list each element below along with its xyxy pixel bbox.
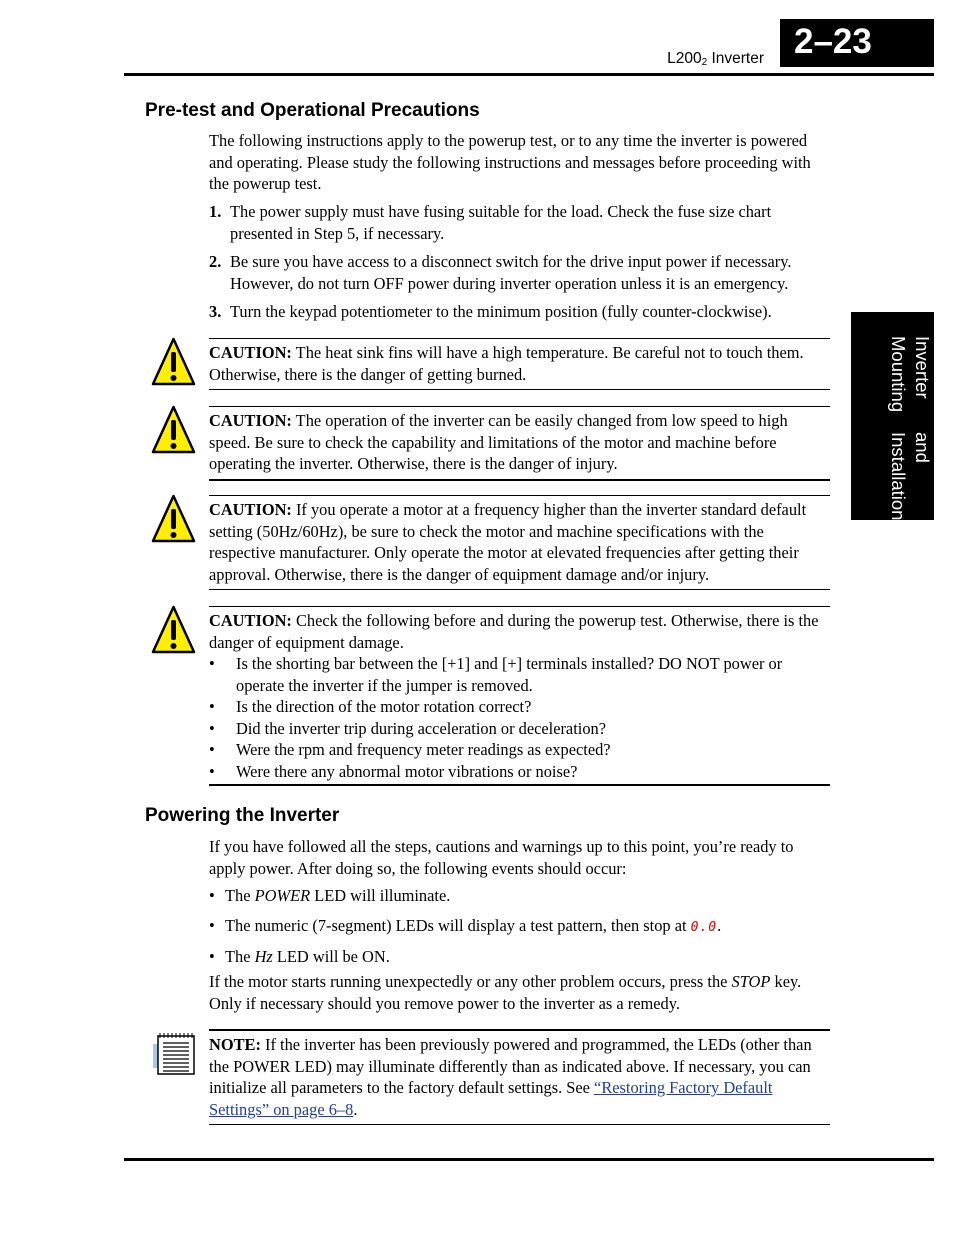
section2-intro: If you have followed all the steps, cautions and warnings up to this point, you’re ready to apply power. After doing so, the following events should occur: <box>209 837 794 878</box>
list-item <box>209 301 829 323</box>
step-number: 2. <box>209 252 222 271</box>
product-suffix: Inverter <box>707 50 764 67</box>
section-title-precautions: Pre-test and Operational Precautions <box>145 100 480 121</box>
step-number: 1. <box>209 202 222 221</box>
note-text: If the inverter has been previously powered and programmed, the LEDs (other than the POWER LED) may illuminate differently than as indicated above. If necessary, you can initialize all parameters to the factory default settings. See <box>209 1035 812 1097</box>
checklist-text: Did the inverter trip during acceleration or deceleration? <box>236 718 606 738</box>
product-main: L200 <box>667 50 702 67</box>
caution-label: CAUTION: <box>209 500 292 519</box>
step-number: 3. <box>209 302 222 321</box>
caution-label: CAUTION: <box>209 343 292 362</box>
list-item: • The POWER LED will illuminate. <box>209 886 451 905</box>
list-item: • Were the rpm and frequency meter readings as expected? <box>209 740 611 759</box>
warning-icon <box>151 494 196 543</box>
list-item: • The Hz LED will be ON. <box>209 947 390 966</box>
hz-led-name: Hz <box>254 947 273 966</box>
list-item <box>209 251 829 294</box>
side-tab-line2: and Installation <box>888 431 933 521</box>
stop-key-name: STOP <box>731 972 771 991</box>
caution-text: The heat sink fins will have a high temperature. Be careful not to touch them. Otherwise, there is the danger of getting burned. <box>209 343 804 384</box>
section-title-powering: Powering the Inverter <box>145 805 340 826</box>
caution-box <box>209 338 830 390</box>
section1-intro: The following instructions apply to the powerup test, or to any time the inverter is powered and operating. Please study the following instructions and messages before proceeding with the powerup test. <box>209 131 811 193</box>
seven-segment-display: 0.0 <box>690 919 718 935</box>
notepad-icon <box>151 1030 197 1076</box>
caution-box <box>209 495 830 590</box>
list-item <box>209 201 829 244</box>
caution-text: The operation of the inverter can be easily changed from low speed to high speed. Be sure to check the capability and limitations of the motor and machine before operating the inverter. Otherwise, there is the danger of injury. <box>209 411 788 473</box>
caution-box <box>209 406 830 481</box>
power-led-name: POWER <box>254 886 311 905</box>
section2-paragraph: If the motor starts running unexpectedly or any other problem occurs, press the STOP key. Only if necessary should you remove power to the inverter as a remedy. <box>209 972 802 1013</box>
page-number-box <box>780 19 934 67</box>
side-tab-text <box>851 312 934 520</box>
warning-icon <box>151 337 196 386</box>
side-tab-line1: Inverter Mounting <box>888 336 933 413</box>
list-item: • The numeric (7-segment) LEDs will display a test pattern, then stop at 0.0. <box>209 915 722 935</box>
list-item: • Did the inverter trip during acceleration or deceleration? <box>209 718 606 738</box>
checklist-text: Is the shorting bar between the [+1] and [+] terminals installed? DO NOT power or operate the inverter if the jumper is removed. <box>236 654 783 695</box>
checklist-text: Is the direction of the motor rotation correct? <box>236 697 532 716</box>
header-rule <box>124 73 934 76</box>
numbered-steps <box>209 201 829 330</box>
note-label: NOTE: <box>209 1035 261 1054</box>
warning-icon <box>151 405 196 454</box>
caution-text: Check the following before and during the powerup test. Otherwise, there is the danger of equipment damage. <box>209 611 819 652</box>
checklist-text: Were there any abnormal motor vibrations or noise? <box>236 761 578 781</box>
side-tab <box>851 312 934 520</box>
product-sub: 2 <box>701 57 708 68</box>
restoring-defaults-link[interactable]: “Restoring Factory Default Settings” on page 6–8 <box>209 1078 773 1119</box>
list-item: • Is the shorting bar between the [+1] and [+] terminals installed? DO NOT power or operate the inverter if the jumper is removed. <box>209 654 783 695</box>
list-item: • Were there any abnormal motor vibrations or noise? <box>209 761 578 781</box>
checklist-text: Were the rpm and frequency meter readings as expected? <box>236 740 611 759</box>
list-item: • Is the direction of the motor rotation correct? <box>209 697 532 716</box>
caution-text: If you operate a motor at a frequency higher than the inverter standard default setting (50Hz/60Hz), be sure to check the motor and machine specifications with the respective manufacturer. Only operate the motor at elevated frequencies after getting their approval. Otherwise, there is the danger of equipment damage and/or injury. <box>209 500 807 584</box>
caution-checklist <box>209 653 804 782</box>
step-text: Be sure you have access to a disconnect switch for the drive input power if necessary. However, do not turn OFF power during inverter operation unless it is an emergency. <box>230 252 792 293</box>
warning-icon <box>151 605 196 654</box>
step-text: Turn the keypad potentiometer to the minimum position (fully counter-clockwise). <box>230 302 772 321</box>
caution-label: CAUTION: <box>209 611 292 630</box>
page-number: 2–23 <box>794 22 872 61</box>
caution-label: CAUTION: <box>209 411 292 430</box>
step-text: The power supply must have fusing suitable for the load. Check the fuse size chart presented in Step 5, if necessary. <box>230 202 772 243</box>
caution-box <box>209 606 830 786</box>
footer-rule <box>124 1158 934 1161</box>
note-box: NOTE: If the inverter has been previously powered and programmed, the LEDs (other than the POWER LED) may illuminate differently than as indicated above. If necessary, you can initialize all parameters to the factory default settings. See “Restoring Factory Default Settings” on page 6–8. <box>209 1029 830 1125</box>
events-list <box>209 885 829 976</box>
header-product <box>667 50 764 68</box>
